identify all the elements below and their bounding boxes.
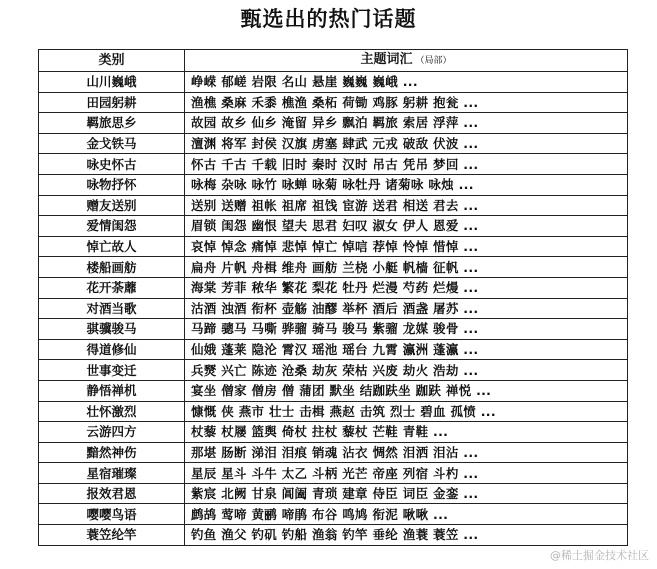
- table-row: [39, 360, 628, 381]
- topic-words-cell: 仙娥 蓬莱 隐沦 霄汉 瑶池 瑶台 九霄 瀛洲 蓬瀛 ...: [185, 339, 628, 360]
- topic-words-cell: 星辰 星斗 斗牛 太乙 斗柄 光芒 帝座 列宿 斗杓 ...: [185, 463, 628, 484]
- table-row: [39, 380, 628, 401]
- topic-words-cell: 宴坐 僧家 僧房 僧 蒲团 默坐 结跏趺坐 跏趺 禅悦 ...: [185, 380, 628, 401]
- table-row: [39, 319, 628, 340]
- topic-words-cell: 慷慨 侠 燕市 壮士 击楫 燕赵 击筑 烈士 碧血 孤愤 ...: [185, 401, 628, 422]
- category-cell: 对酒当歌: [39, 298, 185, 319]
- topic-words-cell: 咏梅 杂咏 咏竹 咏蝉 咏菊 咏牡丹 诸菊咏 咏烛 ...: [185, 174, 628, 195]
- category-cell: 星宿璀璨: [39, 463, 185, 484]
- category-column-header: 类别: [39, 50, 185, 72]
- topics-table: [38, 49, 628, 546]
- page-title: 甄选出的热门话题: [240, 6, 417, 31]
- topic-words-cell: 兵燹 兴亡 陈迹 沧桑 劫灰 荣枯 兴废 劫火 浩劫 ...: [185, 360, 628, 381]
- table-row: [39, 298, 628, 319]
- category-cell: 悼亡故人: [39, 236, 185, 257]
- category-cell: 花开荼蘼: [39, 277, 185, 298]
- words-header-label: 主题词汇: [360, 52, 413, 67]
- topic-words-cell: 那堪 肠断 涕泪 泪痕 销魂 沾衣 惆然 泪洒 泪沾 ...: [185, 442, 628, 463]
- table-row: [39, 257, 628, 278]
- table-row: [39, 339, 628, 360]
- words-header-note: （局部）: [415, 56, 452, 66]
- topic-words-cell: 哀悼 悼念 痛悼 悲悼 悼亡 悼唁 荐悼 怜悼 惜悼 ...: [185, 236, 628, 257]
- table-row: [39, 195, 628, 216]
- topic-words-cell: 鹧鸪 莺啼 黄鹂 啼鹃 布谷 鸣鸠 衔泥 啾啾 ...: [185, 504, 628, 525]
- category-cell: 咏物抒怀: [39, 174, 185, 195]
- table-row: [39, 442, 628, 463]
- table-row: [39, 72, 628, 93]
- table-row: [39, 483, 628, 504]
- category-cell: 得道修仙: [39, 339, 185, 360]
- table-row: [39, 463, 628, 484]
- topic-words-cell: 海棠 芳菲 秾华 繁花 梨花 牡丹 烂漫 芍药 烂熳 ...: [185, 277, 628, 298]
- table-body: [39, 72, 628, 546]
- category-cell: 山川巍峨: [39, 72, 185, 93]
- topic-words-cell: 峥嵘 郁嵯 岩限 名山 悬崖 巍巍 巍峨 ...: [185, 72, 628, 93]
- category-cell: 赠友送别: [39, 195, 185, 216]
- table-row: [39, 133, 628, 154]
- table-row: [39, 277, 628, 298]
- table-row: [39, 422, 628, 443]
- watermark: @稀土掘金技术社区: [550, 549, 649, 562]
- table-row: [39, 504, 628, 525]
- category-cell: 壮怀激烈: [39, 401, 185, 422]
- category-cell: 金戈铁马: [39, 133, 185, 154]
- table-row: [39, 154, 628, 175]
- words-column-header: [185, 50, 628, 72]
- category-cell: 云游四方: [39, 422, 185, 443]
- table-row: [39, 401, 628, 422]
- category-cell: 黯然神伤: [39, 442, 185, 463]
- category-cell: 咏史怀古: [39, 154, 185, 175]
- category-cell: 田园躬耕: [39, 92, 185, 113]
- topic-words-cell: 紫宸 北阙 甘泉 阊阖 青琐 建章 侍臣 词臣 金銮 ...: [185, 483, 628, 504]
- table-row: [39, 236, 628, 257]
- table-row: [39, 174, 628, 195]
- topic-words-cell: 澶渊 将军 封侯 汉旗 虏塞 肆武 元戎 破敌 伏波 ...: [185, 133, 628, 154]
- topic-words-cell: 故园 故乡 仙乡 淹留 异乡 飘泊 羁旅 索居 浮萍 ...: [185, 113, 628, 134]
- table-row: [39, 113, 628, 134]
- topic-words-cell: 马蹄 骢马 马嘶 骅骝 骑马 骏马 紫骝 龙媒 骏骨 ...: [185, 319, 628, 340]
- topic-words-cell: 钓鱼 渔父 钓矶 钓船 渔翁 钓竿 垂纶 渔蓑 蓑笠 ...: [185, 525, 628, 546]
- table-row: [39, 525, 628, 546]
- table-row: [39, 92, 628, 113]
- topic-words-cell: 渔樵 桑麻 禾黍 樵渔 桑柘 荷锄 鸡豚 躬耕 抱瓮 ...: [185, 92, 628, 113]
- topic-words-cell: 杖藜 杖屦 篮舆 倚杖 拄杖 藜杖 芒鞋 青鞋 ...: [185, 422, 628, 443]
- category-cell: 世事变迁: [39, 360, 185, 381]
- category-cell: 嘤嘤鸟语: [39, 504, 185, 525]
- category-cell: 骐骥骏马: [39, 319, 185, 340]
- category-cell: 静悟禅机: [39, 380, 185, 401]
- topic-words-cell: 扁舟 片帆 舟楫 维舟 画舫 兰桡 小艇 帆樯 征帆 ...: [185, 257, 628, 278]
- table-header-row: [39, 50, 628, 72]
- table-row: [39, 216, 628, 237]
- topic-words-cell: 眉锁 闺怨 幽恨 望夫 思君 妇叹 淑女 伊人 恩爱 ...: [185, 216, 628, 237]
- category-cell: 楼船画舫: [39, 257, 185, 278]
- topic-words-cell: 沽酒 浊酒 衔杯 壶觞 油醪 举杯 酒后 酒盏 屠苏 ...: [185, 298, 628, 319]
- category-cell: 蓑笠纶竿: [39, 525, 185, 546]
- topic-words-cell: 送别 送赠 祖帐 祖席 祖饯 宦游 送君 相送 君去 ...: [185, 195, 628, 216]
- category-cell: 羁旅思乡: [39, 113, 185, 134]
- category-cell: 报效君恩: [39, 483, 185, 504]
- topic-words-cell: 怀古 千古 千载 旧时 秦时 汉时 吊古 凭吊 梦回 ...: [185, 154, 628, 175]
- category-cell: 爱情闺怨: [39, 216, 185, 237]
